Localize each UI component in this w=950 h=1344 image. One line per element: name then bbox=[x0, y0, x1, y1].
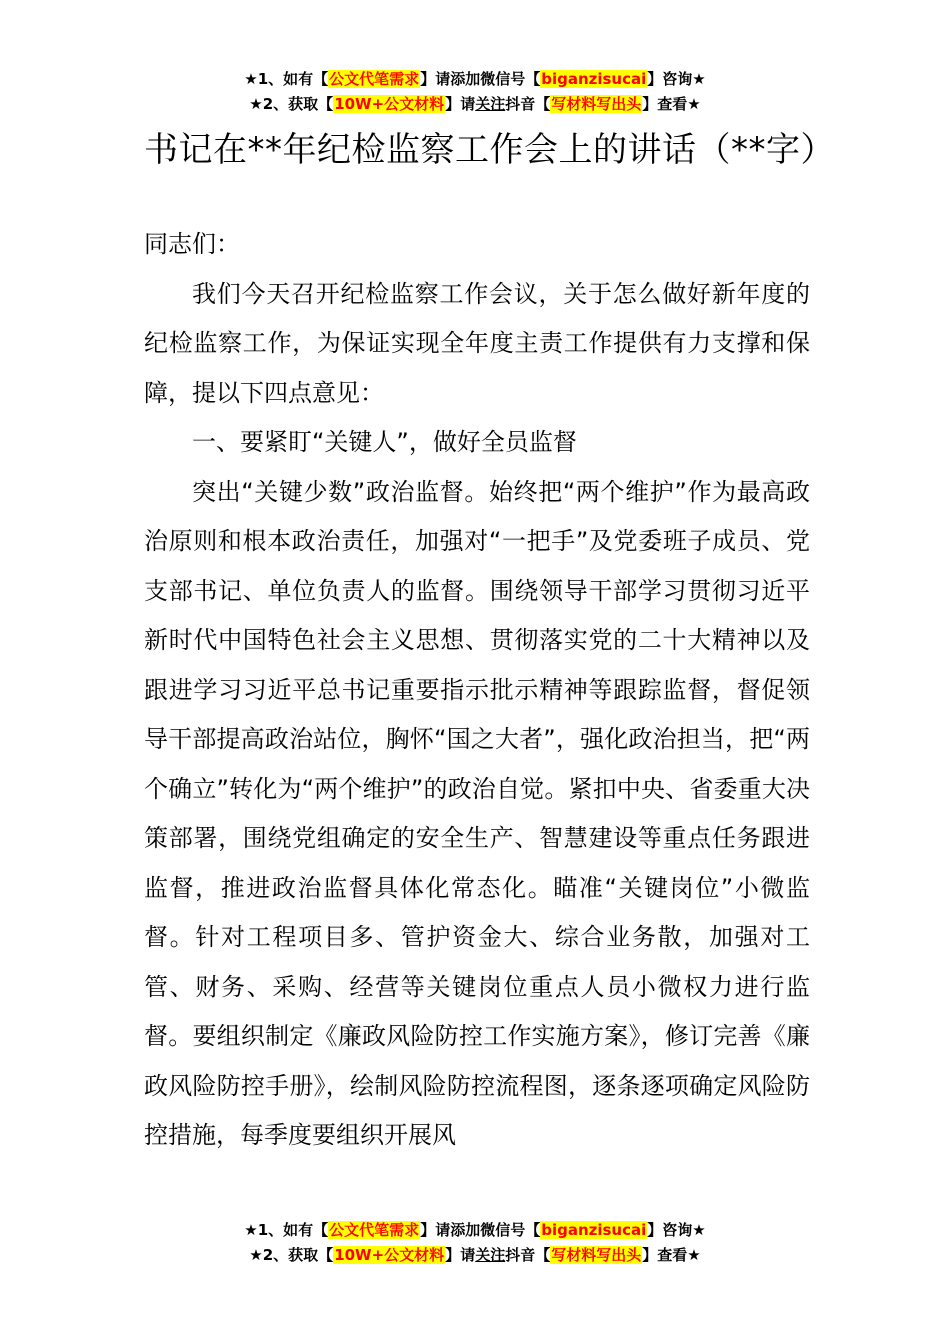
promo-underlined-text: 关注 bbox=[475, 1246, 506, 1264]
promo-highlight: 10W+公文材料 bbox=[334, 95, 445, 113]
promo-line-1 bbox=[0, 1218, 950, 1243]
promo-text: 】咨询★ bbox=[647, 1221, 706, 1239]
promo-text: ★1、如有【 bbox=[244, 1221, 329, 1239]
promo-highlight: 10W+公文材料 bbox=[334, 1246, 445, 1264]
document-body bbox=[144, 220, 810, 1161]
promo-underlined-text: 关注 bbox=[475, 95, 506, 113]
promo-text: ★2、获取【 bbox=[249, 95, 334, 113]
promo-banner-top bbox=[0, 67, 950, 117]
promo-text: 】请添加微信号【 bbox=[420, 1221, 541, 1239]
promo-text: 抖音【 bbox=[505, 1246, 551, 1264]
document-title: 书记在**年纪检监察工作会上的讲话（**字） bbox=[144, 130, 835, 170]
promo-highlight: 公文代笔需求 bbox=[329, 1221, 420, 1239]
section-heading: 一、要紧盯“关键人”，做好全员监督 bbox=[192, 428, 577, 456]
promo-text: 】请 bbox=[445, 95, 476, 113]
promo-text: 】查看★ bbox=[642, 1246, 701, 1264]
promo-text: 】请 bbox=[445, 1246, 476, 1264]
promo-line-2 bbox=[0, 92, 950, 117]
promo-highlight: 公文代笔需求 bbox=[329, 70, 420, 88]
salutation: 同志们： bbox=[144, 230, 240, 258]
wechat-id-highlight: biganzisucai bbox=[541, 1221, 647, 1239]
promo-text: 】请添加微信号【 bbox=[420, 70, 541, 88]
promo-banner-bottom bbox=[0, 1218, 950, 1268]
douyin-account-highlight: 写材料写出头 bbox=[551, 1246, 642, 1264]
intro-paragraph: 我们今天召开纪检监察工作会议，关于怎么做好新年度的纪检监察工作，为保证实现全年度主责工作提供有力支撑和保障，提以下四点意见： bbox=[144, 279, 810, 407]
promo-line-2 bbox=[0, 1243, 950, 1268]
douyin-account-highlight: 写材料写出头 bbox=[551, 95, 642, 113]
promo-text: 】咨询★ bbox=[647, 70, 706, 88]
promo-text: 】查看★ bbox=[642, 95, 701, 113]
promo-text: ★2、获取【 bbox=[249, 1246, 334, 1264]
wechat-id-highlight: biganzisucai bbox=[541, 70, 647, 88]
promo-text: ★1、如有【 bbox=[244, 70, 329, 88]
promo-line-1 bbox=[0, 67, 950, 92]
promo-text: 抖音【 bbox=[505, 95, 551, 113]
section-paragraph: 突出“关键少数”政治监督。始终把“两个维护”作为最高政治原则和根本政治责任，加强对“一把手”及党委班子成员、党支部书记、单位负责人的监督。围绕领导干部学习贯彻习近平新时代中国特色社会主义思想、贯彻落实党的二十大精神以及跟进学习习近平总书记重要指示批示精神等跟踪监督，督促领导干部提高政治站位，胸怀“国之大者”，强化政治担当，把“两个确立”转化为“两个维护”的政治自觉。紧扣中央、省委重大决策部署，围绕党组确定的安全生产、智慧建设等重点任务跟进监督，推进政治监督具体化常态化。瞄准“关键岗位”小微监督。针对工程项目多、管护资金大、综合业务散，加强对工管、财务、采购、经营等关键岗位重点人员小微权力进行监督。要组织制定《廉政风险防控工作实施方案》，修订完善《廉政风险防控手册》，绘制风险防控流程图，逐条逐项确定风险防控措施，每季度要组织开展风 bbox=[144, 477, 810, 1149]
